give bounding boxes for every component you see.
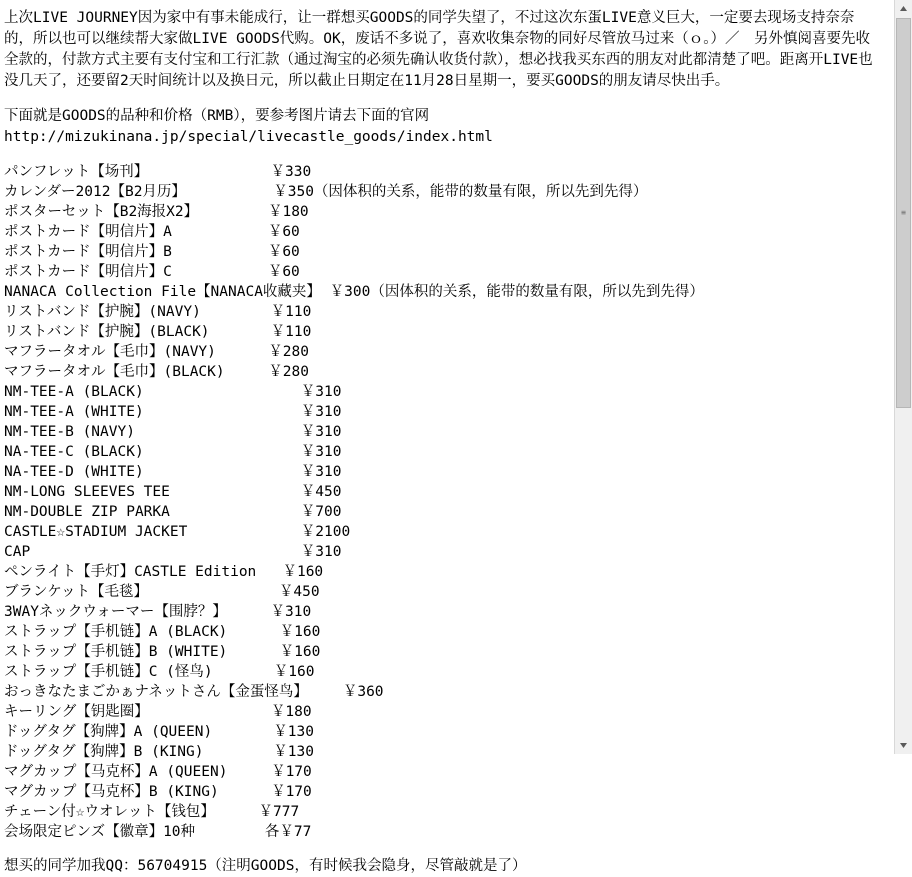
- scrollbar-thumb[interactable]: [896, 18, 911, 408]
- list-item: ストラップ【手机链】C (怪鸟) ￥160: [4, 664, 315, 680]
- list-item: NA-TEE-D (WHITE) ￥310: [4, 464, 342, 480]
- list-item: チェーン付☆ウオレット【钱包】 ￥777: [4, 804, 300, 820]
- scroll-down-icon[interactable]: [895, 737, 912, 754]
- scrollbar-grip-icon: ≡: [901, 208, 906, 217]
- list-item: パンフレット【场刊】 ￥330: [4, 164, 312, 180]
- list-item: ポストカード【明信片】C ￥60: [4, 264, 300, 280]
- list-item: マフラータオル【毛巾】(NAVY) ￥280: [4, 344, 309, 360]
- list-item: ドッグタグ【狗牌】A (QUEEN) ￥130: [4, 724, 314, 740]
- list-item: CAP ￥310: [4, 544, 342, 560]
- list-item: キーリング【钥匙圈】 ￥180: [4, 704, 312, 720]
- list-item: ポストカード【明信片】B ￥60: [4, 244, 300, 260]
- list-item: NM-TEE-A (BLACK) ￥310: [4, 384, 342, 400]
- list-item: NM-TEE-B (NAVY) ￥310: [4, 424, 342, 440]
- list-item: ドッグタグ【狗牌】B (KING) ￥130: [4, 744, 314, 760]
- list-item: NM-DOUBLE ZIP PARKA ￥700: [4, 504, 342, 520]
- list-item: ストラップ【手机链】A (BLACK) ￥160: [4, 624, 321, 640]
- list-item: 3WAYネックウォーマー【围脖？】 ￥310: [4, 604, 312, 620]
- list-item: おっきなたまごかぁナネットさん【金蛋怪鸟】 ￥360: [4, 684, 384, 700]
- spacer: [4, 92, 882, 106]
- list-item: ペンライト【手灯】CASTLE Edition ￥160: [4, 564, 324, 580]
- list-item: ブランケット【毛毯】 ￥450: [4, 584, 320, 600]
- official-site-url[interactable]: http://mizukinana.jp/special/livecastle_goods/index.html: [4, 129, 493, 145]
- list-item: 会场限定ピンズ【徽章】10种 各￥77: [4, 824, 312, 840]
- list-item: マグカップ【马克杯】A (QUEEN) ￥170: [4, 764, 312, 780]
- vertical-scrollbar[interactable]: [894, 0, 912, 754]
- list-item: NA-TEE-C (BLACK) ￥310: [4, 444, 342, 460]
- list-item: NM-LONG SLEEVES TEE ￥450: [4, 484, 342, 500]
- scroll-up-icon[interactable]: [895, 0, 912, 17]
- list-item: リストバンド【护腕】(BLACK) ￥110: [4, 324, 312, 340]
- contact-note: 想买的同学加我QQ：56704915（注明GOODS，有时候我会隐身，尽管敲就是了）: [4, 858, 527, 874]
- list-item: NANACA Collection File【NANACA收藏夹】 ￥300（因体积的关系，能带的数量有限，所以先到先得）: [4, 284, 704, 300]
- spacer: [4, 842, 882, 856]
- list-item: マフラータオル【毛巾】(BLACK) ￥280: [4, 364, 309, 380]
- list-item: ポスターセット【B2海报X2】 ￥180: [4, 204, 309, 220]
- list-item: リストバンド【护腕】(NAVY) ￥110: [4, 304, 312, 320]
- list-item: マグカップ【马克杯】B (KING) ￥170: [4, 784, 312, 800]
- spacer: [4, 148, 882, 162]
- list-heading: 下面就是GOODS的品种和价格（RMB），要参考图片请去下面的官网: [4, 108, 430, 124]
- goods-price-list: [4, 162, 882, 842]
- list-item: CASTLE☆STADIUM JACKET ￥2100: [4, 524, 351, 540]
- list-item: ストラップ【手机链】B (WHITE) ￥160: [4, 644, 321, 660]
- intro-paragraph: 上次LIVE JOURNEY因为家中有事未能成行，让一群想买GOODS的同学失望了，不过这次东蛋LIVE意义巨大，一定要去现场支持奈奈的，所以也可以继续帮大家做LIVE GOODS代购。OK，废话不多说了，喜欢收集奈物的同好尽管放马过来（ｏ。）／ 另外慎阅喜要先收全款的，付款方式主要有支付宝和工行汇款（通过淘宝的必须先确认收货付款），想必找我买东西的朋友对此都清楚了吧。距离开LIVE也没几天了，还要留2天时间统计以及换日元，所以截止日期定在11月28日星期一，要买GOODS的朋友请尽快出手。: [4, 10, 873, 89]
- list-item: NM-TEE-A (WHITE) ￥310: [4, 404, 342, 420]
- list-item: ポストカード【明信片】A ￥60: [4, 224, 300, 240]
- list-item: カレンダー2012【B2月历】 ￥350（因体积的关系，能带的数量有限，所以先到先得）: [4, 184, 648, 200]
